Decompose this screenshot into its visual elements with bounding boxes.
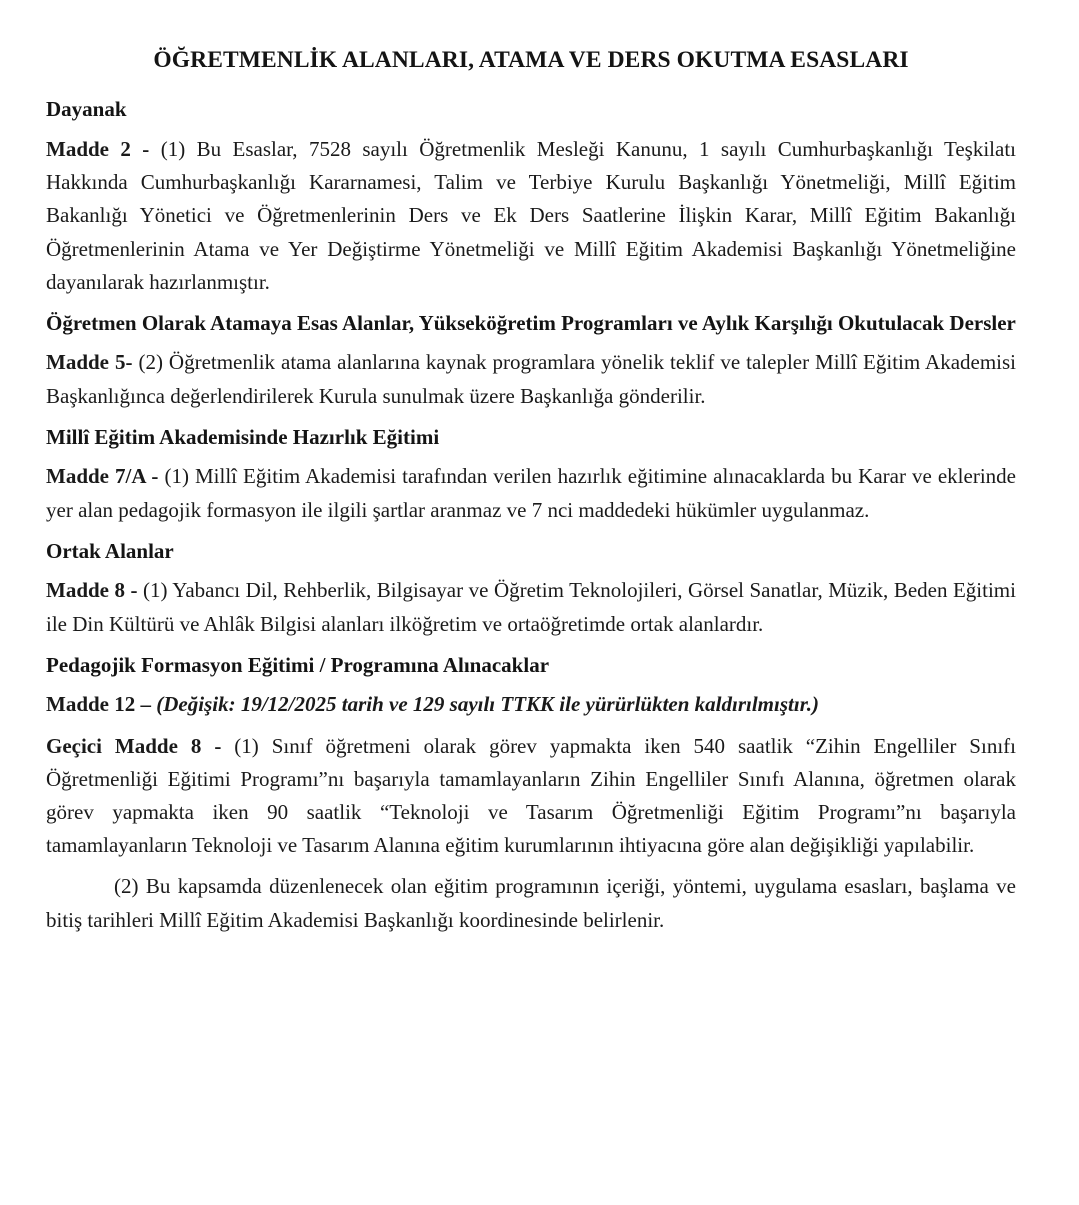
article-label-madde-12: Madde 12 – [46,692,157,717]
section-heading-dayanak: Dayanak [46,97,127,122]
article-body-gecici-madde-8: (1) Sınıf öğretmeni olarak görev yapmakta iken 540 saatlik “Zihin Engelliler Sınıfı Öğretmenliği Eğitimi Programı”nı başarıyla tamamlayanların Zihin Engelliler Sınıfı Alanına, öğretmen olarak görev yapmakta iken 90 saatlik “Teknoloji ve Tasarım Öğretmenliği Eğitim Programı”nı başarıyla tamamlayanların Teknoloji ve Tasarım Alanına eğitim kurumlarının ihtiyacına göre alan değişikliği yapılabilir. [46,733,1016,858]
article-paragraph-madde-7a [46,460,1016,526]
article-label-madde-7a: Madde 7/A - [46,464,165,489]
article-label-madde-5: Madde 5- [46,350,139,375]
page-title: ÖĞRETMENLİK ALANLARI, ATAMA VE DERS OKUTMA ESASLARI [153,47,909,73]
article-paragraph-madde-8 [46,574,1016,640]
article-paragraph-madde-12 [46,688,1016,721]
article-paragraph-madde-2 [46,133,1016,299]
article-label-gecici-madde-8: Geçici Madde 8 - [46,733,235,758]
article-paragraph-madde-5 [46,346,1016,412]
article-body-madde-7a: (1) Millî Eğitim Akademisi tarafından verilen hazırlık eğitimine alınacaklarda bu Karar ve eklerinde yer alan pedagojik formasyon ile ilgili şartlar aranmaz ve 7 nci maddedeki hükümler uygulanmaz. [46,464,1016,522]
section-heading-pedagojik-formasyon: Pedagojik Formasyon Eğitimi / Programına Alınacaklar [46,652,550,677]
article-clause-gecici-madde-8-2: (2) Bu kapsamda düzenlenecek olan eğitim programının içeriği, yöntemi, uygulama esasları, başlama ve bitiş tarihleri Millî Eğitim Akademisi Başkanlığı koordinesinde belirlenir. [46,874,1016,932]
article-body-madde-2: (1) Bu Esaslar, 7528 sayılı Öğretmenlik Mesleği Kanunu, 1 sayılı Cumhurbaşkanlığı Teşkilatı Hakkında Cumhurbaşkanlığı Kararnamesi, Talim ve Terbiye Kurulu Başkanlığı Yönetmeliği, Millî Eğitim Bakanlığı Yönetici ve Öğretmenlerinin Ders ve Ek Ders Saatlerine İlişkin Karar, Millî Eğitim Bakanlığı Öğretmenlerinin Atama ve Yer Değiştirme Yönetmeliği ve Millî Eğitim Akademisi Başkanlığı Yönetmeliğine dayanılarak hazırlanmıştır. [46,136,1016,294]
article-label-madde-8: Madde 8 - [46,578,144,603]
article-label-madde-2: Madde 2 - [46,136,161,161]
article-paragraph-gecici-madde-8 [46,730,1016,863]
article-body-madde-5: (2) Öğretmenlik atama alanlarına kaynak programlara yönelik teklif ve talepler Millî Eğitim Akademisi Başkanlığınca değerlendirilerek Kurula sunulmak üzere Başkanlığa gönderilir. [46,350,1017,408]
section-heading-ortak-alanlar: Ortak Alanlar [46,538,174,563]
article-body-madde-12: (Değişik: 19/12/2025 tarih ve 129 sayılı TTKK ile yürürlükten kaldırılmıştır.) [156,692,819,717]
article-body-madde-8: (1) Yabancı Dil, Rehberlik, Bilgisayar ve Öğretim Teknolojileri, Görsel Sanatlar, Müzik, Beden Eğitimi ile Din Kültürü ve Ahlâk Bilgisi alanları ilköğretim ve ortaöğretimde ortak alanlardır. [46,578,1016,636]
section-heading-atamaya-esas-alanlar: Öğretmen Olarak Atamaya Esas Alanlar, Yükseköğretim Programları ve Aylık Karşılığı Okutulacak Dersler [46,310,1016,335]
section-heading-hazirlik-egitimi: Millî Eğitim Akademisinde Hazırlık Eğitimi [46,424,440,449]
